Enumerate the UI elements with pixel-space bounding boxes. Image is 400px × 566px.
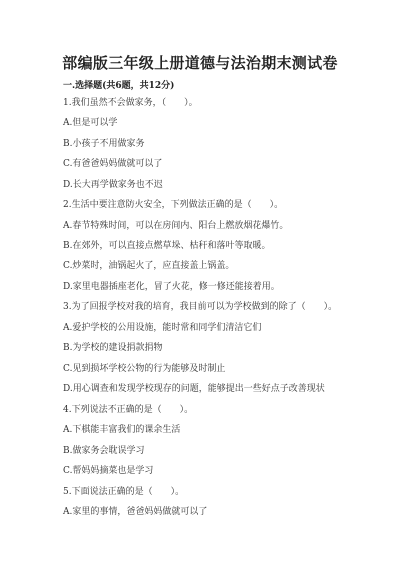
question-1-option-b: B.小孩子不用做家务	[63, 139, 145, 149]
question-4-option-b: B.做家务会耽误学习	[63, 446, 145, 456]
question-5: 5.下面说法正确的是（ ）。	[63, 487, 185, 497]
question-4-option-c: C.帮妈妈摘菜也是学习	[63, 466, 154, 476]
question-5-option-a: A.家里的事情，爸爸妈妈做就可以了	[63, 507, 208, 517]
question-4-option-a: A.下棋能丰富我们的课余生活	[63, 425, 181, 435]
question-1-option-c: C.有爸爸妈妈做就可以了	[63, 159, 163, 169]
question-2-option-b: B.在郊外，可以直接点燃草垛、枯秆和落叶等取暖。	[63, 241, 271, 251]
question-3: 3.为了回报学校对我的培育，我目前可以为学校做到的除了（ ）。	[63, 302, 338, 312]
question-4: 4.下列说法不正确的是（ ）。	[63, 405, 194, 415]
question-3-option-d: D.用心调查和发现学校现存的问题，能够提出一些好点子改善现状	[63, 384, 325, 394]
question-1-option-a: A.但是可以学	[63, 118, 118, 128]
question-3-option-a: A.爱护学校的公用设施，能时常和同学们清洁它们	[63, 323, 262, 333]
question-1: 1.我们虽然不会做家务，（ ）。	[63, 98, 198, 108]
question-2-option-c: C.炒菜时，油锅起火了，应直接盖上锅盖。	[63, 261, 235, 271]
question-2-option-d: D.家里电器插座老化，冒了火花，修一修还能接着用。	[63, 282, 280, 292]
question-3-option-b: B.为学校的建设捐款捐物	[63, 343, 163, 353]
question-2-option-a: A.春节特殊时间，可以在房间内、阳台上燃放烟花爆竹。	[63, 221, 289, 231]
question-1-option-d: D.长大再学做家务也不迟	[63, 180, 163, 190]
question-3-option-c: C.见到损坏学校公物的行为能够及时制止	[63, 364, 226, 374]
question-2: 2.生活中要注意防火安全，下列做法正确的是（ ）。	[63, 200, 284, 210]
section-heading: 一.选择题(共6题，共12分)	[63, 81, 175, 91]
page-title: 部编版三年级上册道德与法治期末测试卷	[62, 54, 338, 72]
